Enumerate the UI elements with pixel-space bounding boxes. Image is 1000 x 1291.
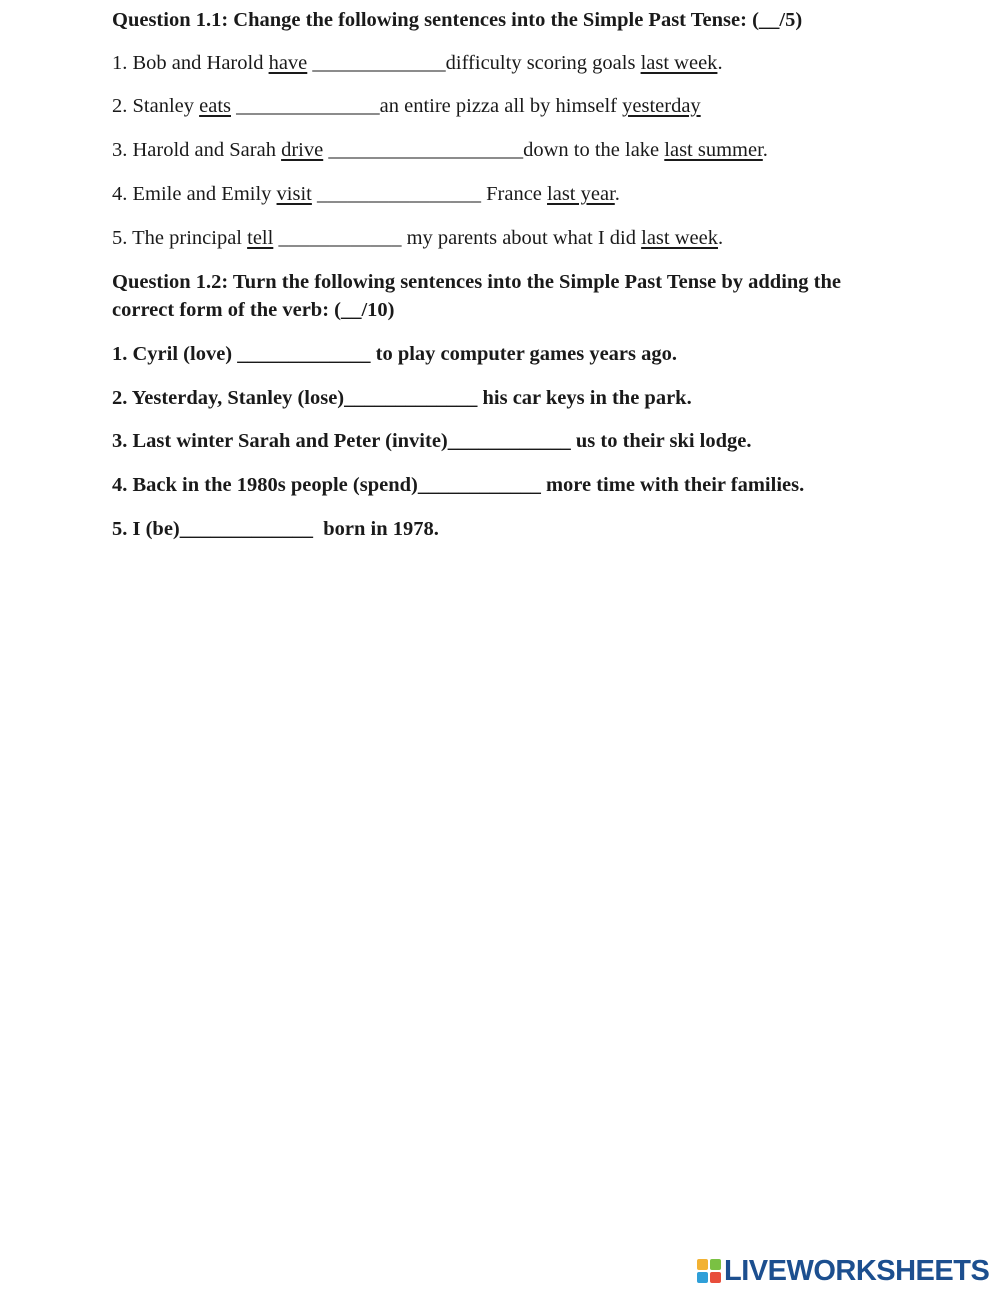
answer-blank[interactable]: ________________ [311, 183, 487, 205]
logo-text: LIVEWORKSHEETS [724, 1255, 990, 1287]
q2-item-2[interactable]: 2. Yesterday, Stanley (lose)_____________ his car keys in the park. [112, 387, 692, 409]
answer-blank[interactable]: ___________________ [323, 139, 524, 161]
q1-item-2: 2. Stanley eats ______________an entire pizza all by himself yesterday [112, 95, 701, 117]
answer-blank[interactable]: ______________ [231, 95, 380, 117]
q2-item-1[interactable]: 1. Cyril (love) _____________ to play computer games years ago. [112, 343, 678, 365]
question-1-1-heading: Question 1.1: Change the following sentences into the Simple Past Tense: (__/5) [112, 9, 803, 31]
logo-tile-v [697, 1272, 708, 1283]
q2-item-4[interactable]: 4. Back in the 1980s people (spend)____________ more time with their families. [112, 474, 805, 496]
q2-item-3[interactable]: 3. Last winter Sarah and Peter (invite)____________ us to their ski lodge. [112, 430, 752, 452]
q2-item-5[interactable]: 5. I (be)_____________ born in 1978. [112, 518, 439, 540]
q1-item-4: 4. Emile and Emily visit ________________ France last year. [112, 183, 620, 205]
question-1-2-heading: Question 1.2: Turn the following sentences into the Simple Past Tense by adding the correct form of the verb: (__/10) [112, 271, 841, 321]
logo-tile-i [710, 1259, 721, 1270]
answer-blank[interactable]: _____________ [307, 52, 446, 74]
logo-tile-e [710, 1272, 721, 1283]
logo-tiles-icon [697, 1259, 721, 1283]
q1-item-1: 1. Bob and Harold have _____________difficulty scoring goals last week. [112, 52, 723, 74]
answer-blank[interactable]: ____________ [273, 227, 407, 249]
q1-item-3: 3. Harold and Sarah drive ___________________down to the lake last summer. [112, 139, 768, 161]
q1-item-5: 5. The principal tell ____________ my parents about what I did last week. [112, 227, 724, 249]
logo-tile-l [697, 1259, 708, 1270]
liveworksheets-logo [697, 1256, 989, 1286]
